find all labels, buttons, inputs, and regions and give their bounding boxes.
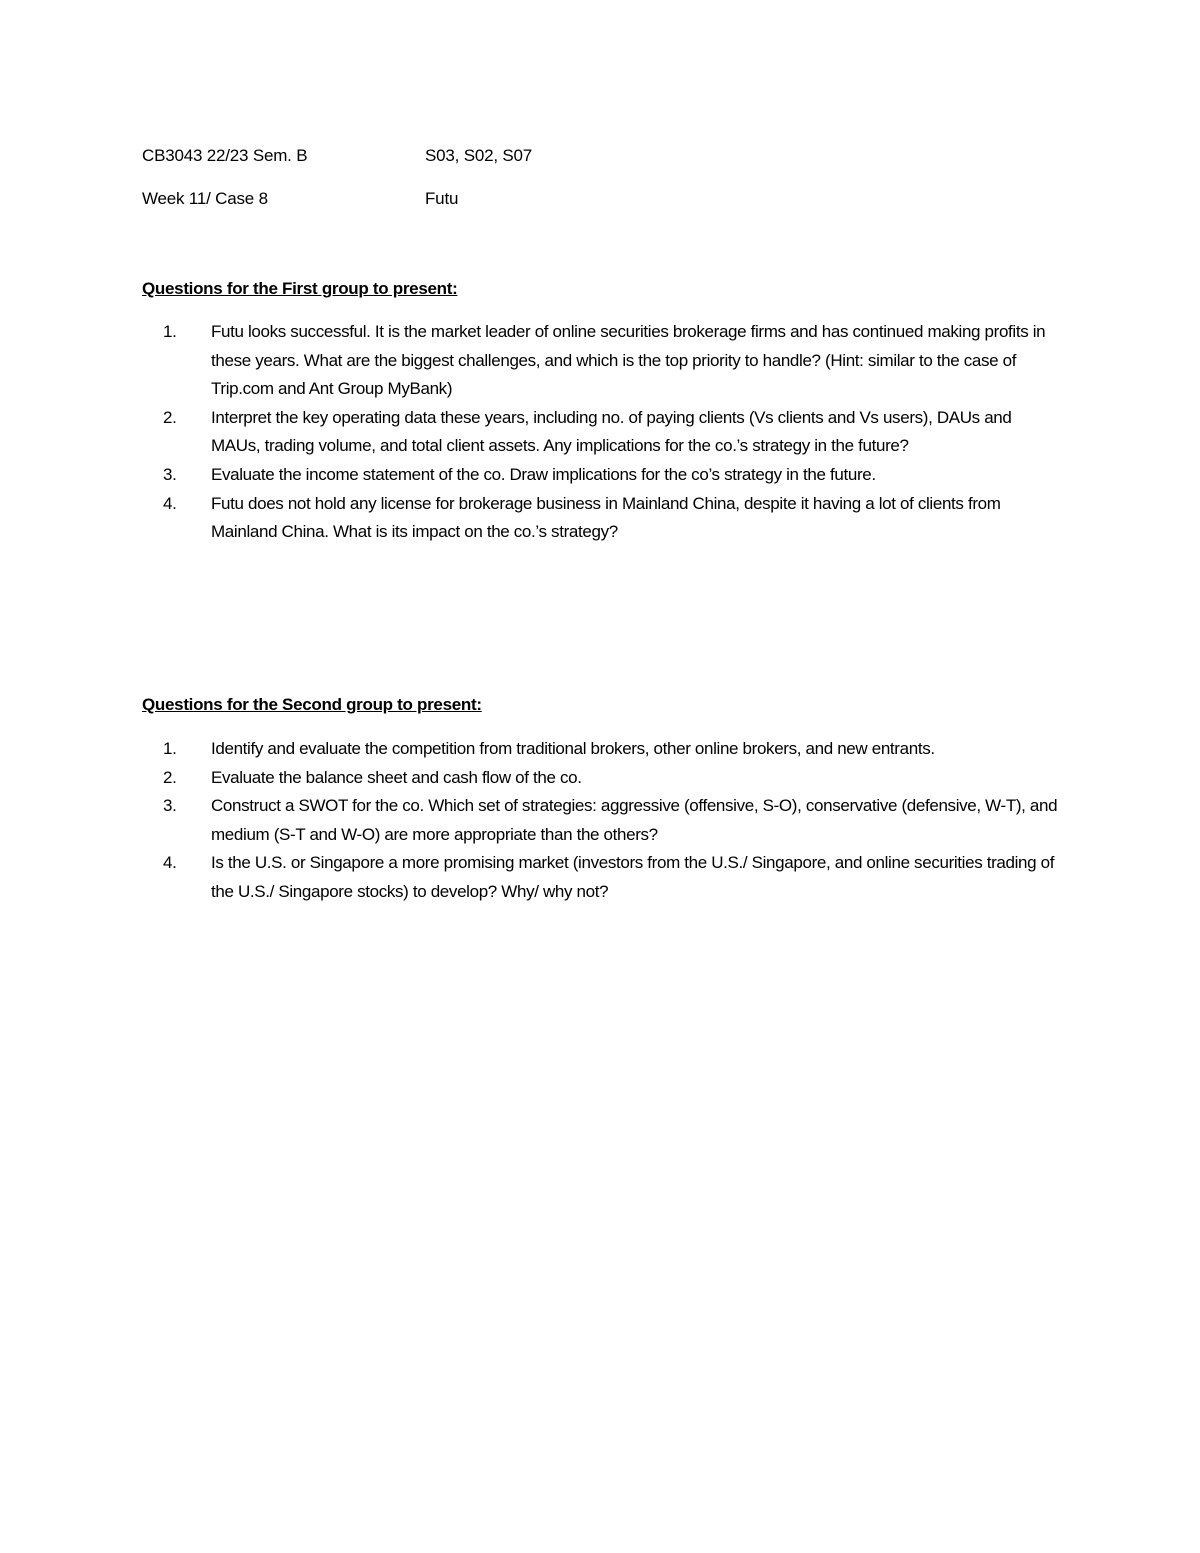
question-item <box>142 849 1062 906</box>
question-item <box>142 318 1062 404</box>
question-number: 2. <box>163 407 177 427</box>
question-text: Futu looks successful. It is the market leader of online securities brokerage firms and has continued making profits in these years. What are the biggest challenges, and which is the top priority to handle? (Hint: similar to the case of Trip.com and Ant Group MyBank) <box>211 322 1046 399</box>
week-case: Week 11/ Case 8 <box>142 189 268 208</box>
question-item <box>142 792 1062 849</box>
question-number: 2. <box>163 767 177 787</box>
first-group-questions <box>142 318 1062 547</box>
question-item <box>142 404 1062 461</box>
second-group-questions <box>142 735 1062 907</box>
question-item <box>142 490 1062 547</box>
question-item <box>142 461 1062 490</box>
second-group-title: Questions for the Second group to present: <box>142 695 482 714</box>
question-number: 4. <box>163 493 177 513</box>
course-code: CB3043 22/23 Sem. B <box>142 146 308 165</box>
question-item <box>142 735 1062 764</box>
company-name: Futu <box>425 189 459 208</box>
question-number: 1. <box>163 322 177 341</box>
question-text: Is the U.S. or Singapore a more promising market (investors from the U.S./ Singapore, and online securities trading of the U.S./ Singapore stocks) to develop? Why/ why not? <box>211 853 1055 901</box>
question-text: Evaluate the balance sheet and cash flow of the co. <box>211 767 582 787</box>
question-text: Interpret the key operating data these years, including no. of paying clients (Vs clients and Vs users), DAUs and MAUs, trading volume, and total client assets. Any implications for the co.’s strategy in the future? <box>211 407 1012 456</box>
question-text: Futu does not hold any license for brokerage business in Mainland China, despite it having a lot of clients from Mainland China. What is its impact on the co.’s strategy? <box>211 493 1001 542</box>
question-text: Evaluate the income statement of the co. Draw implications for the co’s strategy in the future. <box>211 464 876 484</box>
question-number: 1. <box>163 739 177 758</box>
first-group-title: Questions for the First group to present: <box>142 279 458 298</box>
section-list: S03, S02, S07 <box>425 146 533 165</box>
question-text: Construct a SWOT for the co. Which set of strategies: aggressive (offensive, S-O), conservative (defensive, W-T), and medium (S-T and W-O) are more appropriate than the others? <box>211 796 1058 844</box>
question-number: 4. <box>163 853 177 873</box>
question-number: 3. <box>163 464 177 484</box>
question-item <box>142 764 1062 793</box>
question-text: Identify and evaluate the competition from traditional brokers, other online brokers, and new entrants. <box>211 739 935 758</box>
question-number: 3. <box>163 796 177 816</box>
